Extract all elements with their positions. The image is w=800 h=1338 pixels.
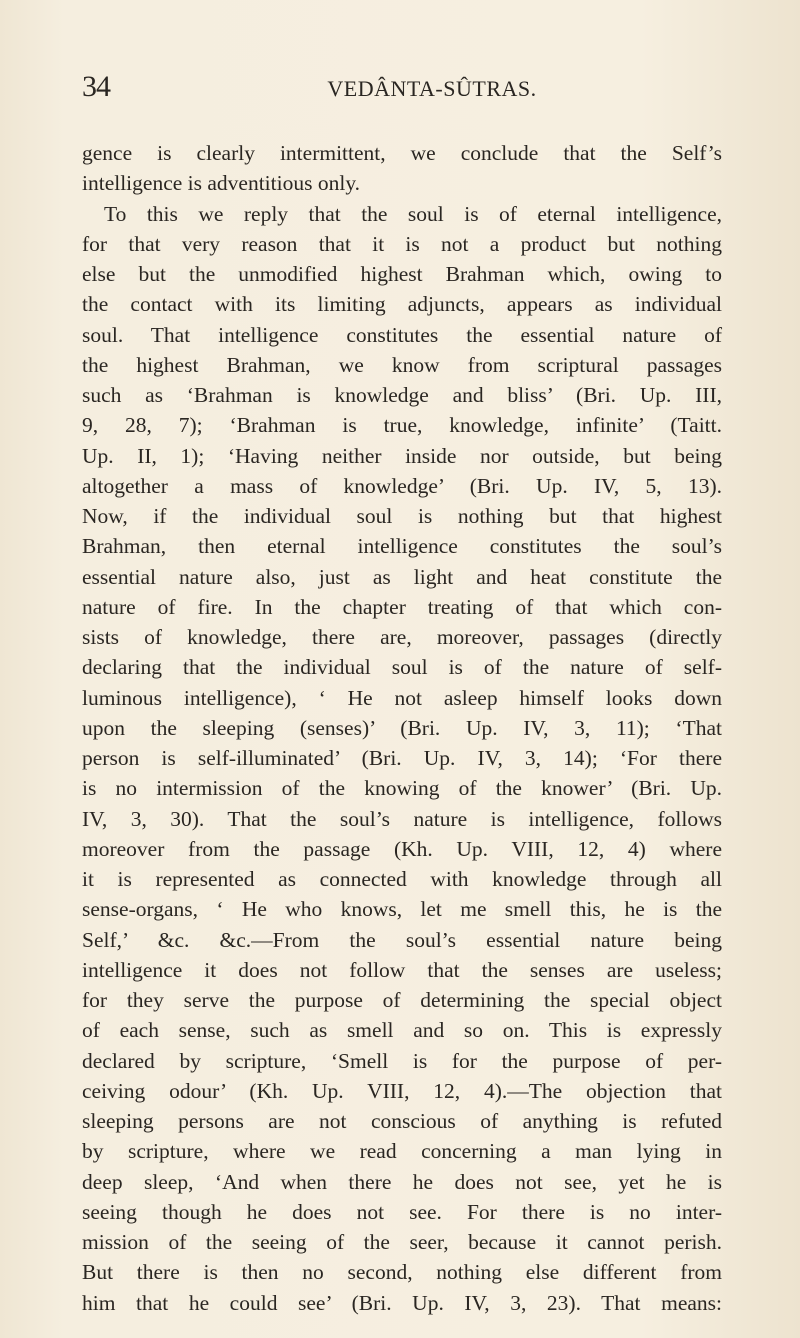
text-line: sleeping persons are not conscious of anything is refuted bbox=[82, 1109, 722, 1133]
body-text bbox=[82, 138, 722, 1318]
text-line: declaring that the individual soul is of the nature of self- bbox=[82, 655, 722, 680]
text-line: Now, if the individual soul is nothing but that highest bbox=[82, 504, 722, 528]
text-line: the highest Brahman, we know from scriptural passages bbox=[82, 352, 722, 377]
text-line: is no intermission of the knowing of the knower’ (Bri. Up. bbox=[82, 776, 722, 801]
text-line: Up. II, 1); ‘Having neither inside nor outside, but being bbox=[82, 443, 722, 468]
text-line: seeing though he does not see. For there is no inter- bbox=[82, 1199, 722, 1224]
text-line: sense-organs, ‘ He who knows, let me smell this, he is the bbox=[82, 897, 722, 922]
text-line: gence is clearly intermittent, we conclude that the Self’s bbox=[82, 141, 722, 165]
text-line: nature of fire. In the chapter treating of that which con- bbox=[82, 594, 722, 619]
text-line: mission of the seeing of the seer, because it cannot perish. bbox=[82, 1230, 722, 1254]
text-line: luminous intelligence), ‘ He not asleep himself looks down bbox=[82, 685, 722, 710]
page-number: 34 bbox=[82, 70, 110, 103]
text-line: soul. That intelligence constitutes the essential nature of bbox=[82, 322, 722, 347]
running-title: VEDÂNTA-SÛTRAS. bbox=[327, 76, 537, 101]
text-line: essential nature also, just as light and heat constitute the bbox=[82, 564, 722, 589]
text-line: for that very reason that it is not a product but nothing bbox=[82, 231, 722, 256]
text-line: Self,’ &c. &c.—From the soul’s essential nature being bbox=[82, 927, 722, 952]
text-line: him that he could see’ (Bri. Up. IV, 3, 23). That means: bbox=[82, 1290, 722, 1315]
text-line: for they serve the purpose of determining the special object bbox=[82, 988, 722, 1012]
text-line: else but the unmodified highest Brahman which, owing to bbox=[82, 262, 722, 286]
text-line: 9, 28, 7); ‘Brahman is true, knowledge, infinite’ (Taitt. bbox=[82, 413, 722, 438]
text-line: altogether a mass of knowledge’ (Bri. Up. IV, 5, 13). bbox=[82, 473, 722, 498]
text-line: of each sense, such as smell and so on. This is expressly bbox=[82, 1018, 722, 1043]
text-line: deep sleep, ‘And when there he does not see, yet he is bbox=[82, 1169, 722, 1194]
text-line: But there is then no second, nothing else different from bbox=[82, 1260, 722, 1285]
text-line: such as ‘Brahman is knowledge and bliss’ (Bri. Up. III, bbox=[82, 383, 722, 407]
text-line: upon the sleeping (senses)’ (Bri. Up. IV, 3, 11); ‘That bbox=[82, 715, 722, 740]
text-line: intelligence is adventitious only. bbox=[82, 171, 361, 196]
text-line: IV, 3, 30). That the soul’s nature is intelligence, follows bbox=[82, 806, 722, 831]
text-line: sists of knowledge, there are, moreover, passages (directly bbox=[82, 625, 722, 649]
text-line: by scripture, where we read concerning a man lying in bbox=[82, 1139, 722, 1164]
text-line: the contact with its limiting adjuncts, appears as individual bbox=[82, 292, 722, 317]
text-line: it is represented as connected with knowledge through all bbox=[82, 867, 722, 891]
text-line: intelligence it does not follow that the senses are useless; bbox=[82, 957, 722, 982]
text-line: To this we reply that the soul is of eternal intelligence, bbox=[104, 201, 722, 226]
text-line: ceiving odour’ (Kh. Up. VIII, 12, 4).—The objection that bbox=[82, 1078, 722, 1103]
page-header bbox=[82, 70, 722, 106]
text-line: moreover from the passage (Kh. Up. VIII, 12, 4) where bbox=[82, 836, 722, 861]
text-line: declared by scripture, ‘Smell is for the purpose of per- bbox=[82, 1048, 722, 1073]
text-line: Brahman, then eternal intelligence constitutes the soul’s bbox=[82, 534, 722, 559]
text-line: person is self-illuminated’ (Bri. Up. IV, 3, 14); ‘For there bbox=[82, 746, 722, 770]
